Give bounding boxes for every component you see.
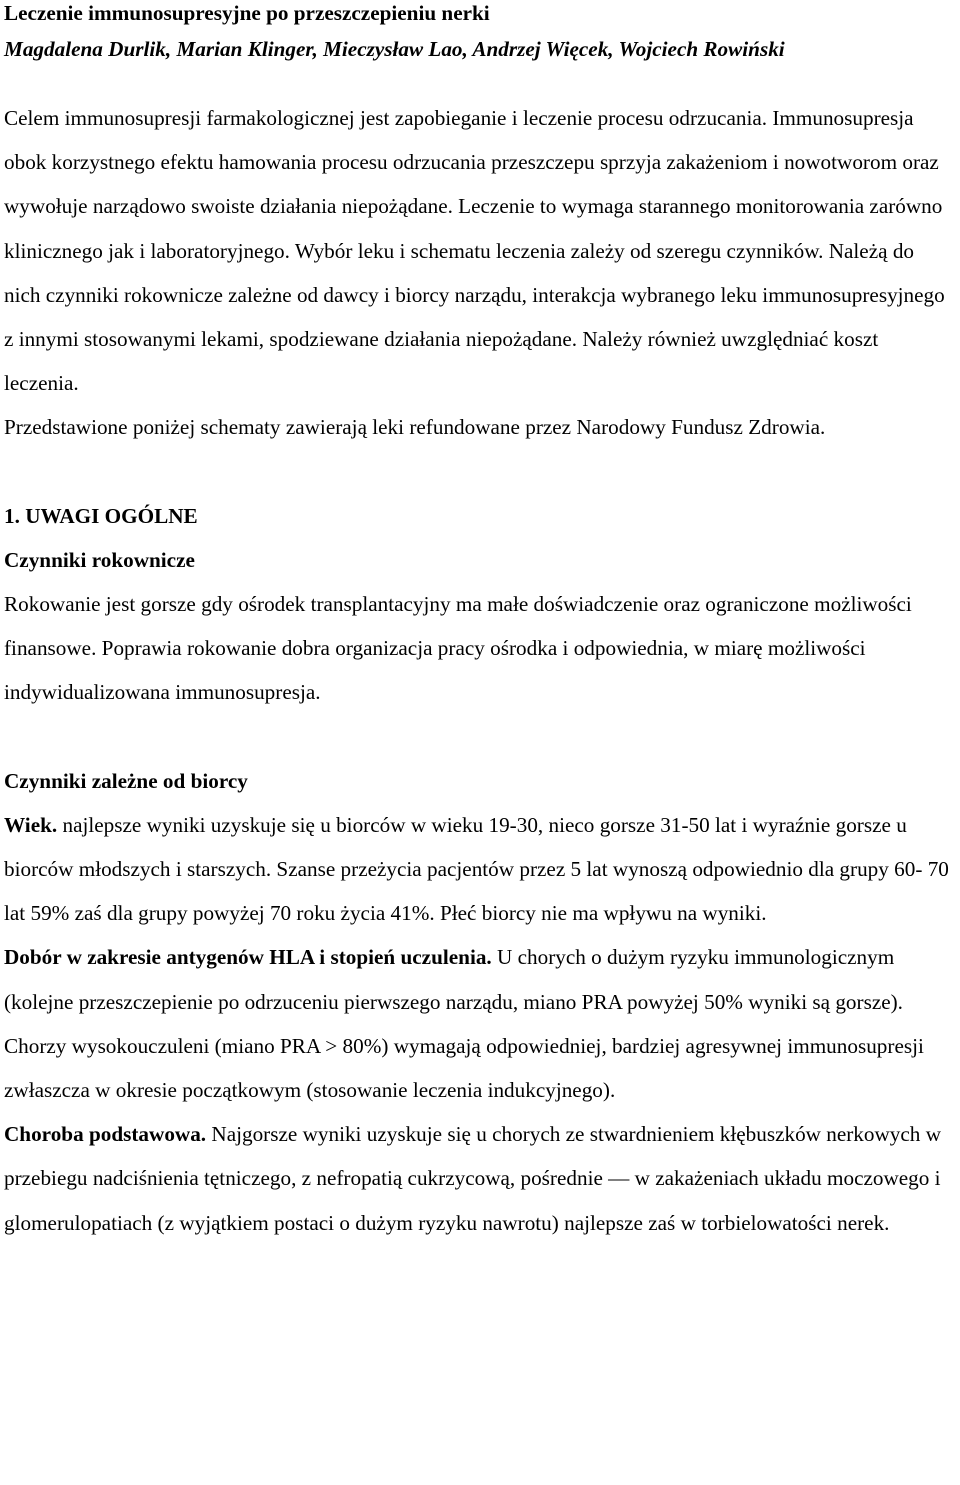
document-title: Leczenie immunosupresyjne po przeszczepieniu nerki (4, 1, 490, 25)
disease-label: Choroba podstawowa. (4, 1122, 207, 1147)
hla-text: U chorych o dużym ryzyku immunologicznym (kolejne przeszczepienie po odrzuceniu pierwszego narządu, miano PRA powyżej 50% wyniki są gorsze). Chorzy wysokouczuleni (miano PRA > 80%) wymagają odpowiedniej, bardziej agresywnej immunosupresji zwłaszcza w okresie początkowym (stosowanie leczenia indukcyjnego). (4, 945, 924, 1103)
subheading-recipient-factors: Czynniki zależne od biorcy (4, 768, 248, 793)
subheading-prognostic-factors: Czynniki rokownicze (4, 547, 195, 572)
hla-paragraph (4, 935, 954, 1112)
age-label: Wiek. (4, 812, 58, 837)
disease-text: Najgorsze wyniki uzyskuje się u chorych ze stwardnieniem kłębuszków nerkowych w przebiegu nadciśnienia tętniczego, z nefropatią cukrzycową, pośrednie — w zakażeniach układu moczowego i glomerulopatiach (z wyjątkiem postaci o dużym ryzyku nawrotu) najlepsze zaś w torbielowatości nerek. (4, 1122, 941, 1235)
document-authors: Magdalena Durlik, Marian Klinger, Mieczysław Lao, Andrzej Więcek, Wojciech Rowiński (4, 37, 785, 61)
disease-paragraph (4, 1112, 954, 1245)
section-heading-general-remarks: 1. UWAGI OGÓLNE (4, 503, 198, 528)
prognostic-factors-paragraph: Rokowanie jest gorsze gdy ośrodek transplantacyjny ma małe doświadczenie oraz ograniczone możliwości finansowe. Poprawia rokowanie dobra organizacja pracy ośrodka i odpowiednia, w miarę możliwości indywidualizowana immunosupresja. (4, 592, 912, 705)
intro-paragraph-nfz: Przedstawione poniżej schematy zawierają leki refundowane przez Narodowy Fundusz Zdrowia. (4, 415, 826, 440)
hla-label: Dobór w zakresie antygenów HLA i stopień uczulenia. (4, 945, 492, 970)
intro-paragraph: Celem immunosupresji farmakologicznej jest zapobieganie i leczenie procesu odrzucania. Immunosupresja obok korzystnego efektu hamowania procesu odrzucania przeszczepu sprzyja zakażeniom i nowotworom oraz wywołuje narządowo swoiste działania niepożądane. Leczenie to wymaga starannego monitorowania zarówno klinicznego jak i laboratoryjnego. Wybór leku i schematu leczenia zależy od szeregu czynników. Należą do nich czynniki rokownicze zależne od dawcy i biorcy narządu, interakcja wybranego leku immunosupresyjnego z innymi stosowanymi lekami, spodziewane działania niepożądane. Należy również uwzględniać koszt leczenia. (4, 106, 945, 396)
age-text: najlepsze wyniki uzyskuje się u biorców w wieku 19-30, nieco gorsze 31-50 lat i wyraźnie gorsze u biorców młodszych i starszych. Szanse przeżycia pacjentów przez 5 lat wynoszą odpowiednio dla grupy 60- 70 lat 59% zaś dla grupy powyżej 70 roku życia 41%. Płeć biorcy nie ma wpływu na wyniki. (4, 812, 949, 926)
age-paragraph (4, 803, 954, 936)
